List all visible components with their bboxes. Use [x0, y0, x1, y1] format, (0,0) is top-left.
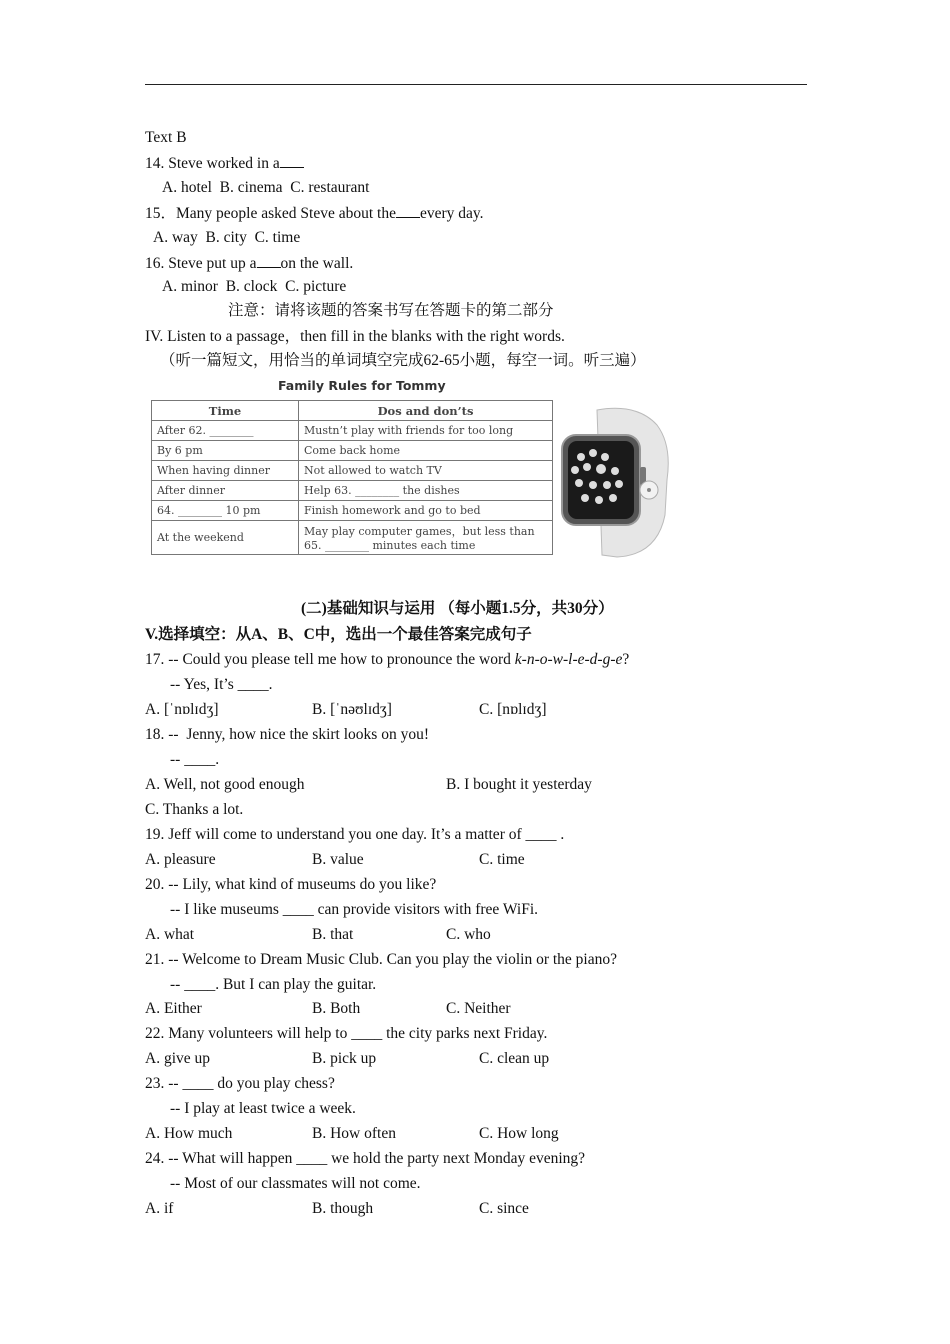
table-cell: Not allowed to watch TV [299, 461, 553, 481]
answer-blank [280, 153, 304, 168]
q16-options: A. minor B. clock C. picture [162, 278, 347, 295]
q22-line1: 22. Many volunteers will help to ____ the city parks next Friday. [145, 1025, 548, 1042]
q20-option-a: A. what [145, 926, 195, 943]
q23-line2: -- I play at least twice a week. [170, 1100, 356, 1117]
q19-option-b: B. value [312, 851, 364, 868]
table-cell: After dinner [152, 481, 299, 501]
answer-note: 注意：请将该题的答案书写在答题卡的第二部分 [228, 302, 554, 319]
table-cell: Finish homework and go to bed [299, 501, 553, 521]
column-header: Time [152, 401, 299, 421]
table-row [152, 461, 553, 481]
q22-option-b: B. pick up [312, 1050, 377, 1067]
table-cell: By 6 pm [152, 441, 299, 461]
table-cell: After 62. ________ [152, 421, 299, 441]
column-header: Dos and don’ts [299, 401, 553, 421]
q21-line1: 21. -- Welcome to Dream Music Club. Can you play the violin or the piano? [145, 951, 617, 968]
q20-line2: -- I like museums ____ can provide visitors with free WiFi. [170, 901, 539, 918]
q24-option-a: A. if [145, 1200, 174, 1217]
q21-option-c: C. Neither [446, 1000, 511, 1017]
q16-stem: 16. Steve put up a on the wall. [145, 255, 354, 272]
q24-line2: -- Most of our classmates will not come. [170, 1175, 421, 1192]
q18-option-b: B. I bought it yesterday [446, 776, 592, 793]
q17-line2: -- Yes, It’s ____. [170, 676, 273, 693]
q17-option-a: A. [ˈnɒlɪdʒ] [145, 701, 219, 718]
table-header-row [152, 401, 553, 421]
q19-line1: 19. Jeff will come to understand you one day. It’s a matter of ____ . [145, 826, 565, 843]
table-row [152, 481, 553, 501]
q23-line1: 23. -- ____ do you play chess? [145, 1075, 335, 1092]
q18-option-a: A. Well, not good enough [145, 776, 305, 793]
q18-line2: -- ____. [170, 751, 220, 768]
q20-option-b: B. that [312, 926, 354, 943]
table-cell: Come back home [299, 441, 553, 461]
q15-options: A. way B. city C. time [153, 229, 301, 246]
table-row [152, 421, 553, 441]
q19-option-c: C. time [479, 851, 525, 868]
header-rule [145, 84, 807, 85]
table-cell: When having dinner [152, 461, 299, 481]
answer-blank [396, 203, 420, 218]
table-cell: 64. ________ 10 pm [152, 501, 299, 521]
smartwatch-image [557, 405, 677, 560]
table-cell: May play computer games，but less than 65. ________ minutes each time [299, 521, 553, 555]
q22-option-a: A. give up [145, 1050, 211, 1067]
table-row [152, 521, 553, 555]
q21-option-b: B. Both [312, 1000, 361, 1017]
table-cell: At the weekend [152, 521, 299, 555]
family-rules-table [151, 400, 553, 555]
table-cell: Help 63. ________ the dishes [299, 481, 553, 501]
q17-option-b: B. [ˈnəʊlɪdʒ] [312, 701, 392, 718]
q22-option-c: C. clean up [479, 1050, 550, 1067]
q23-option-a: A. How much [145, 1125, 233, 1142]
answer-blank [257, 253, 281, 268]
section-4-title: IV. Listen to a passage，then fill in the blanks with the right words. [145, 328, 565, 345]
q21-line2: -- ____. But I can play the guitar. [170, 976, 377, 993]
q24-option-c: C. since [479, 1200, 529, 1217]
q14-options: A. hotel B. cinema C. restaurant [162, 179, 370, 196]
section-4-instruction: （听一篇短文，用恰当的单词填空完成62-65小题，每空一词。听三遍） [160, 352, 646, 369]
q21-option-a: A. Either [145, 1000, 202, 1017]
text-b-heading: Text B [145, 129, 187, 146]
q23-option-c: C. How long [479, 1125, 559, 1142]
q23-option-b: B. How often [312, 1125, 396, 1142]
q24-line1: 24. -- What will happen ____ we hold the party next Monday evening? [145, 1150, 586, 1167]
q18-option-c: C. Thanks a lot. [145, 801, 244, 818]
section-5-title: V.选择填空：从A、B、C中，选出一个最佳答案完成句子 [145, 626, 532, 643]
q19-option-a: A. pleasure [145, 851, 216, 868]
q20-option-c: C. who [446, 926, 491, 943]
table-cell: Mustn’t play with friends for too long [299, 421, 553, 441]
q20-line1: 20. -- Lily, what kind of museums do you like? [145, 876, 437, 893]
q17-line1: 17. -- Could you please tell me how to pronounce the word k-n-o-w-l-e-d-g-e? [145, 651, 630, 668]
table-title: Family Rules for Tommy [278, 378, 446, 393]
q18-line1: 18. -- Jenny, how nice the skirt looks on you! [145, 726, 429, 743]
q15-stem: 15．Many people asked Steve about the every day. [145, 205, 484, 222]
table-row [152, 441, 553, 461]
q17-option-c: C. [nɒlɪdʒ] [479, 701, 547, 718]
q14-stem: 14. Steve worked in a [145, 153, 304, 174]
table-row [152, 501, 553, 521]
part-2-heading: (二)基础知识与运用 （每小题1.5分，共30分） [301, 600, 614, 617]
q24-option-b: B. though [312, 1200, 374, 1217]
